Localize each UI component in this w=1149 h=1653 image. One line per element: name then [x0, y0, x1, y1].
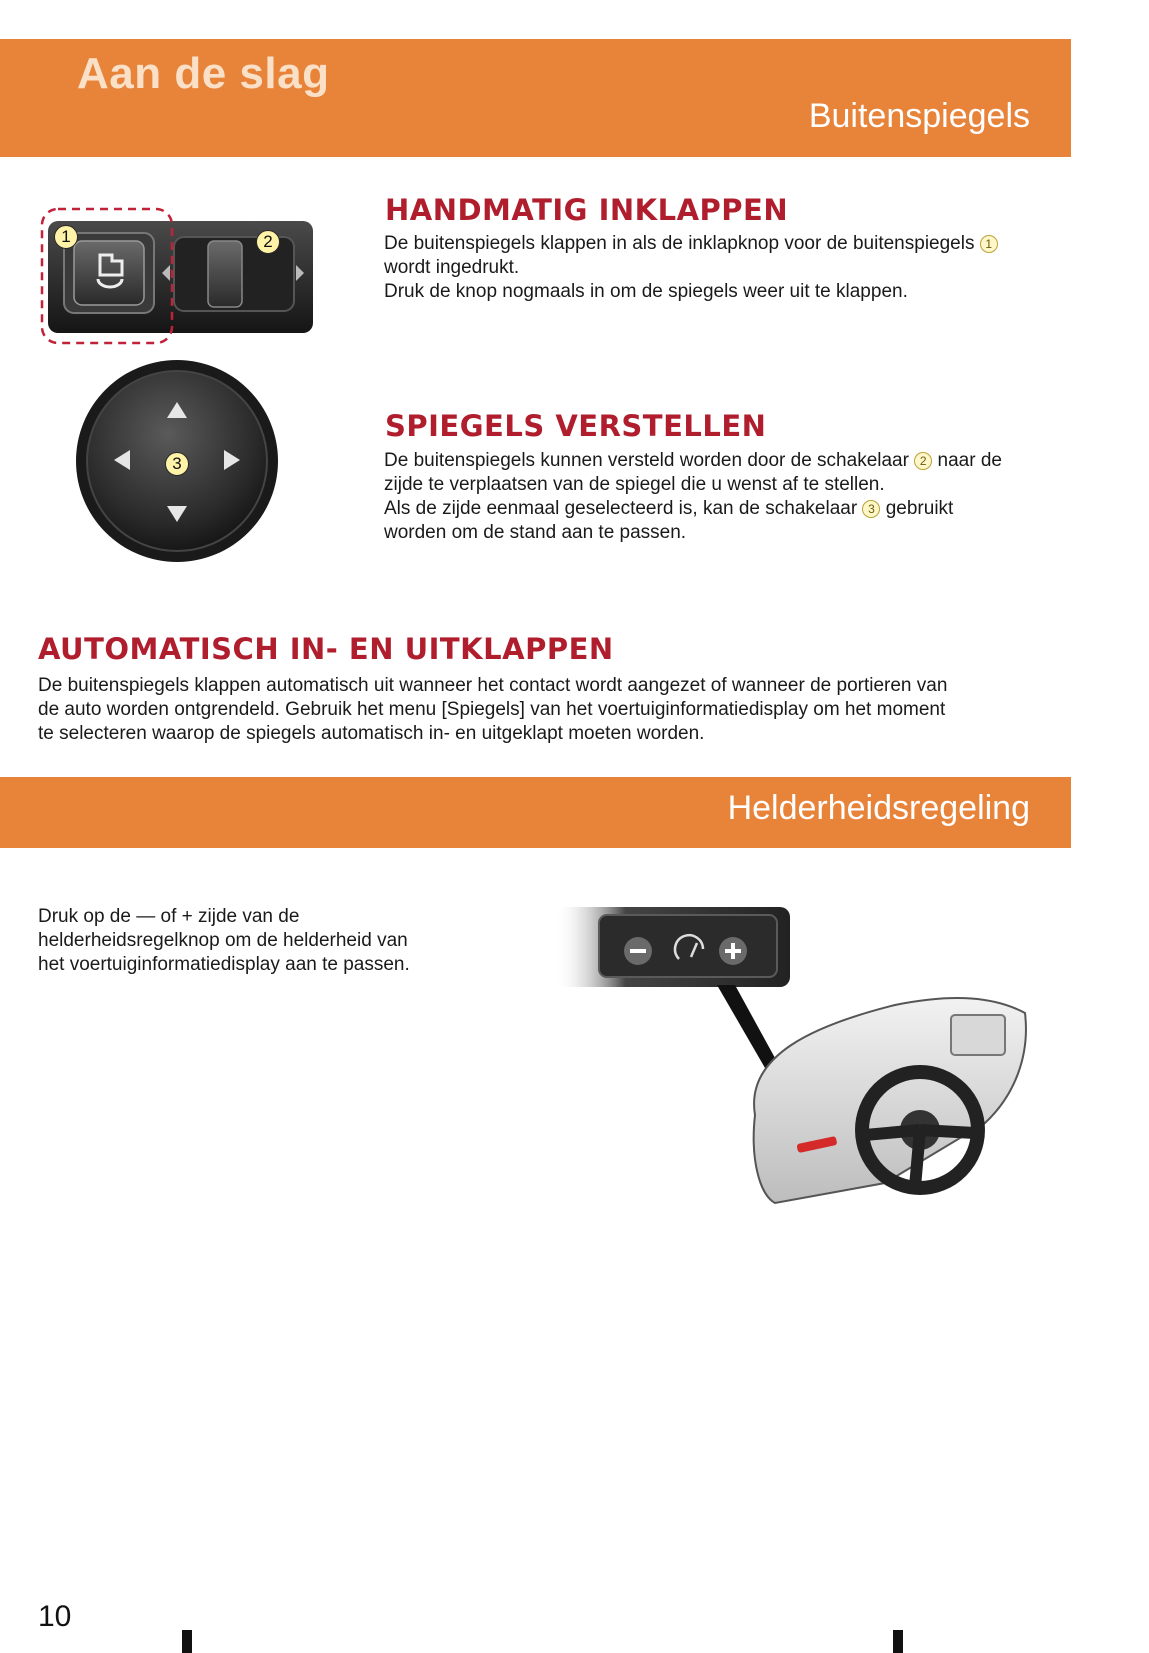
section-title-buitenspiegels: Buitenspiegels	[808, 97, 1030, 135]
plus-icon	[719, 937, 747, 965]
paragraph-handmatig-inklappen	[384, 232, 1074, 304]
automatisch-line3: te selecteren waarop de spiegels automatisch in- en uitgeklapt moeten worden.	[38, 723, 705, 744]
mirror-switch-panel	[38, 205, 318, 345]
ref-circle-3: 3	[862, 500, 880, 518]
heading-automatisch-in-en-uitklappen: AUTOMATISCH IN- EN UITKLAPPEN	[38, 632, 614, 666]
heading-handmatig-inklappen: HANDMATIG INKLAPPEN	[385, 193, 789, 227]
paragraph-automatisch	[38, 674, 1068, 746]
verstellen-line1: De buitenspiegels kunnen versteld worden door de schakelaar	[384, 450, 909, 471]
helderheid-line2: helderheidsregelknop om de helderheid van	[38, 930, 408, 951]
paragraph-spiegels-verstellen	[384, 449, 1084, 545]
mirror-selector-illustration	[74, 358, 280, 564]
handmatig-line3: Druk de knop nogmaals in om de spiegels weer uit te klappen.	[384, 281, 908, 302]
page-number: 10	[38, 1600, 72, 1633]
mirror-switch-illustration	[38, 205, 318, 345]
verstellen-line3-post: gebruikt	[885, 498, 954, 519]
paragraph-helderheid	[38, 905, 498, 977]
crop-mark-left	[182, 1630, 192, 1653]
crop-mark-right	[893, 1630, 903, 1653]
callout-2: 2	[256, 230, 280, 254]
handmatig-line2: wordt ingedrukt.	[384, 257, 520, 278]
minus-icon	[624, 937, 652, 965]
automatisch-line2: de auto worden ontgrendeld. Gebruik het menu [Spiegels] van het voertuiginformatiedisplay om het moment	[38, 699, 946, 720]
chapter-title: Aan de slag	[77, 49, 330, 98]
section-title-helderheidsregeling: Helderheidsregeling	[727, 789, 1030, 827]
ref-circle-2: 2	[914, 452, 932, 470]
automatisch-line1: De buitenspiegels klappen automatisch uit wanneer het contact wordt aangezet of wanneer de portieren van	[38, 675, 948, 696]
verstellen-line1-post: naar de	[937, 450, 1002, 471]
section-band-helderheid	[0, 777, 1071, 848]
header-band	[0, 39, 1071, 157]
verstellen-line4: worden om de stand aan te passen.	[384, 522, 687, 543]
handmatig-line1: De buitenspiegels klappen in als de inklapknop voor de buitenspiegels	[384, 233, 975, 254]
verstellen-line2: zijde te verplaatsen van de spiegel die u wenst af te stellen.	[384, 474, 885, 495]
helderheid-line3: het voertuiginformatiedisplay aan te passen.	[38, 954, 410, 975]
callout-3: 3	[165, 452, 189, 476]
verstellen-line3: Als de zijde eenmaal geselecteerd is, kan de schakelaar	[384, 498, 858, 519]
heading-spiegels-verstellen: SPIEGELS VERSTELLEN	[385, 409, 767, 443]
helderheid-line1: Druk op de — of + zijde van de	[38, 906, 300, 927]
callout-1: 1	[54, 225, 78, 249]
brightness-dashboard-illustration	[555, 905, 1055, 1215]
ref-circle-1: 1	[980, 235, 998, 253]
